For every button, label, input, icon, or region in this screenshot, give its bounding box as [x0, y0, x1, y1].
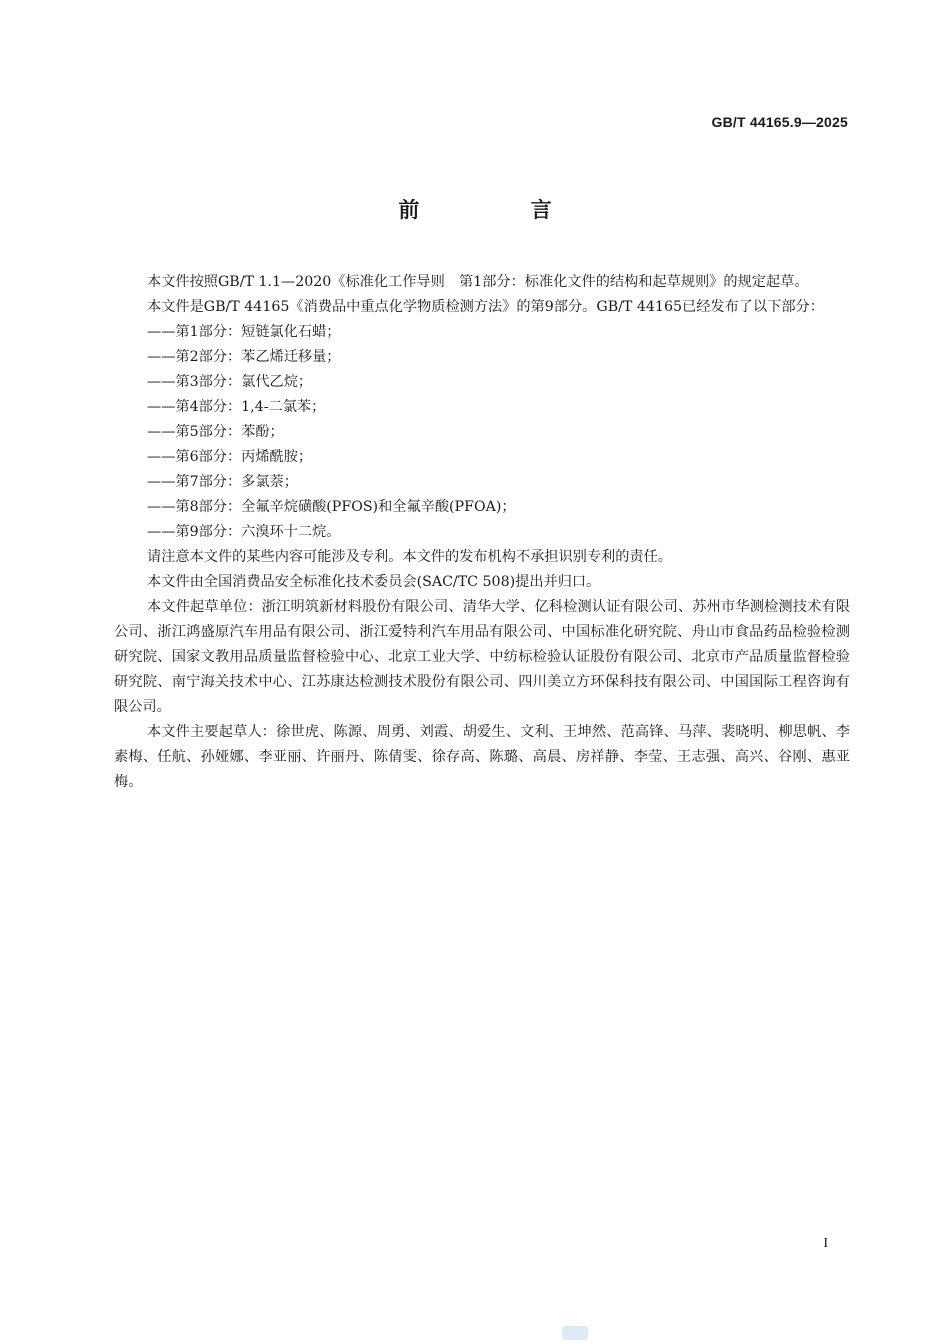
list-item: ——第4部分：1,4-二氯苯； — [147, 399, 326, 415]
drafters-paragraph: 本文件主要起草人：徐世虎、陈源、周勇、刘霞、胡爱生、文利、王坤然、范高锋、马萍、裴晓明、柳思帆、李素梅、任航、孙娅娜、李亚丽、许丽丹、陈倩雯、徐存高、陈璐、高晨、房祥静、李莹、王志强、高兴、谷刚、惠亚梅。 — [114, 724, 850, 790]
patent-notice-paragraph: 请注意本文件的某些内容可能涉及专利。本文件的发布机构不承担识别专利的责任。 — [147, 549, 672, 565]
list-item: ——第5部分：苯酚； — [147, 424, 284, 440]
list-item: ——第8部分：全氟辛烷磺酸(PFOS)和全氟辛酸(PFOA)； — [147, 499, 516, 515]
foreword-body — [114, 270, 850, 795]
page-number: I — [823, 1236, 828, 1251]
watermark-logo — [562, 1326, 588, 1340]
list-item: ——第1部分：短链氯化石蜡； — [147, 324, 341, 340]
drafting-units-paragraph: 本文件起草单位：浙江明筑新材料股份有限公司、清华大学、亿科检测认证有限公司、苏州市华测检测技术有限公司、浙江鸿盛原汽车用品有限公司、浙江爱特利汽车用品有限公司、中国标准化研究院、舟山市食品药品检验检测研究院、国家文教用品质量监督检验中心、北京工业大学、中纺标检验认证股份有限公司、北京市产品质量监督检验研究院、南宁海关技术中心、江苏康达检测技术股份有限公司、四川美立方环保科技有限公司、中国国际工程咨询有限公司。 — [114, 599, 850, 715]
list-item: ——第3部分：氯代乙烷； — [147, 374, 313, 390]
committee-paragraph: 本文件由全国消费品安全标准化技术委员会(SAC/TC 508)提出并归口。 — [147, 574, 601, 590]
drafting-rules-paragraph: 本文件按照GB/T 1.1—2020《标准化工作导则 第1部分：标准化文件的结构和起草规则》的规定起草。 — [147, 274, 809, 290]
page-title: 前 言 — [398, 198, 604, 222]
standard-number: GB/T 44165.9—2025 — [711, 114, 848, 130]
list-item: ——第9部分：六溴环十二烷。 — [147, 524, 341, 540]
list-item: ——第6部分：丙烯酰胺； — [147, 449, 313, 465]
series-paragraph: 本文件是GB/T 44165《消费品中重点化学物质检测方法》的第9部分。GB/T 44165已经发布了以下部分： — [147, 299, 824, 315]
list-item: ——第2部分：苯乙烯迁移量； — [147, 349, 341, 365]
list-item: ——第7部分：多氯萘； — [147, 474, 298, 490]
parts-list — [114, 320, 850, 545]
